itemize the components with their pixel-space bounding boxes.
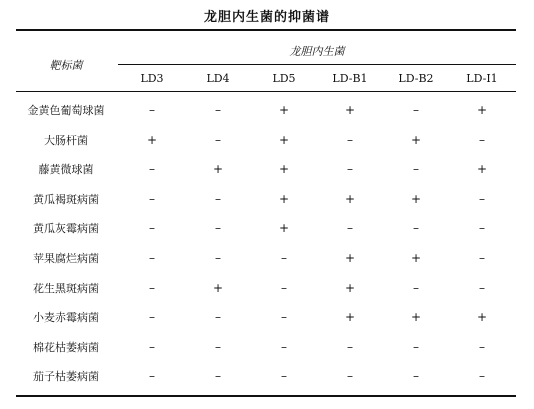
result-cell: –: [149, 191, 155, 206]
result-cell: +: [344, 310, 356, 325]
row-label: 黄瓜褐斑病菌: [33, 192, 99, 206]
table-row: [0, 126, 534, 156]
row-label: 花生黑斑病菌: [33, 281, 99, 295]
result-cell: –: [413, 221, 419, 236]
result-cell: +: [410, 191, 422, 206]
result-cell: +: [344, 280, 356, 295]
result-cell: +: [410, 310, 422, 325]
result-cell: –: [215, 132, 221, 147]
table-row: [0, 155, 534, 185]
result-cell: +: [476, 310, 488, 325]
result-cell: –: [215, 191, 221, 206]
result-cell: –: [281, 369, 287, 384]
group-header-rule: [118, 64, 516, 65]
row-label: 棉花枯萎病菌: [33, 340, 99, 354]
result-cell: +: [476, 162, 488, 177]
table-row: [0, 303, 534, 333]
result-cell: +: [278, 191, 290, 206]
result-cell: +: [278, 221, 290, 236]
row-label: 小麦赤霉病菌: [33, 311, 99, 325]
target-bacteria-header: 靶标菌: [49, 59, 83, 72]
column-header: LD3: [140, 72, 164, 85]
row-label: 藤黄微球菌: [38, 163, 94, 177]
result-cell: –: [215, 103, 221, 117]
result-cell: –: [413, 369, 419, 384]
header-rule: [16, 91, 516, 92]
result-cell: –: [281, 339, 287, 354]
row-label: 黄瓜灰霉病菌: [33, 222, 99, 236]
result-cell: –: [347, 369, 353, 384]
row-label: 金黄色葡萄球菌: [27, 104, 105, 117]
table-row: [0, 333, 534, 363]
result-cell: –: [215, 369, 221, 384]
result-cell: –: [149, 310, 155, 325]
table-row: [0, 244, 534, 274]
row-label: 茄子枯萎病菌: [33, 370, 99, 384]
result-cell: –: [347, 221, 353, 236]
result-cell: –: [479, 221, 485, 236]
result-cell: +: [344, 103, 356, 117]
result-cell: –: [281, 310, 287, 325]
result-cell: –: [413, 339, 419, 354]
result-cell: –: [215, 310, 221, 325]
top-rule: [16, 29, 516, 31]
result-cell: –: [347, 162, 353, 177]
bottom-rule: [16, 395, 516, 397]
column-header: LD-I1: [466, 72, 498, 85]
result-cell: –: [149, 221, 155, 236]
result-cell: +: [476, 103, 488, 117]
result-cell: –: [347, 132, 353, 147]
result-cell: +: [212, 162, 224, 177]
table-row: [0, 362, 534, 392]
table-title: 龙胆内生菌的抑菌谱: [203, 10, 330, 25]
result-cell: –: [413, 103, 419, 117]
result-cell: –: [479, 251, 485, 265]
result-cell: –: [149, 251, 155, 265]
result-cell: –: [215, 221, 221, 236]
result-cell: +: [344, 251, 356, 265]
result-cell: –: [479, 132, 485, 147]
result-cell: +: [278, 103, 290, 117]
result-cell: –: [149, 162, 155, 177]
result-cell: –: [347, 339, 353, 354]
endophyte-group-header: 龙胆内生菌: [289, 45, 345, 58]
result-cell: –: [149, 339, 155, 354]
result-cell: –: [281, 251, 287, 265]
column-header: LD-B2: [398, 72, 434, 85]
result-cell: –: [479, 339, 485, 354]
result-cell: –: [215, 339, 221, 354]
result-cell: –: [149, 103, 155, 117]
result-cell: +: [146, 132, 158, 147]
table-row: [0, 96, 534, 126]
result-cell: +: [278, 132, 290, 147]
result-cell: +: [278, 162, 290, 177]
result-cell: –: [281, 280, 287, 295]
result-cell: +: [212, 280, 224, 295]
result-cell: +: [344, 191, 356, 206]
column-header: LD-B1: [332, 72, 368, 85]
result-cell: –: [149, 369, 155, 384]
result-cell: –: [479, 280, 485, 295]
row-label: 大肠杆菌: [44, 133, 88, 147]
result-cell: –: [413, 162, 419, 177]
table-row: [0, 185, 534, 215]
column-header: LD5: [272, 72, 296, 85]
result-cell: –: [149, 280, 155, 295]
result-cell: +: [410, 251, 422, 265]
row-label: 苹果腐烂病菌: [33, 252, 99, 265]
result-cell: –: [215, 251, 221, 265]
result-cell: +: [410, 132, 422, 147]
table-row: [0, 274, 534, 304]
result-cell: –: [479, 191, 485, 206]
result-cell: –: [479, 369, 485, 384]
table-row: [0, 214, 534, 244]
column-header: LD4: [206, 72, 230, 85]
result-cell: –: [413, 280, 419, 295]
